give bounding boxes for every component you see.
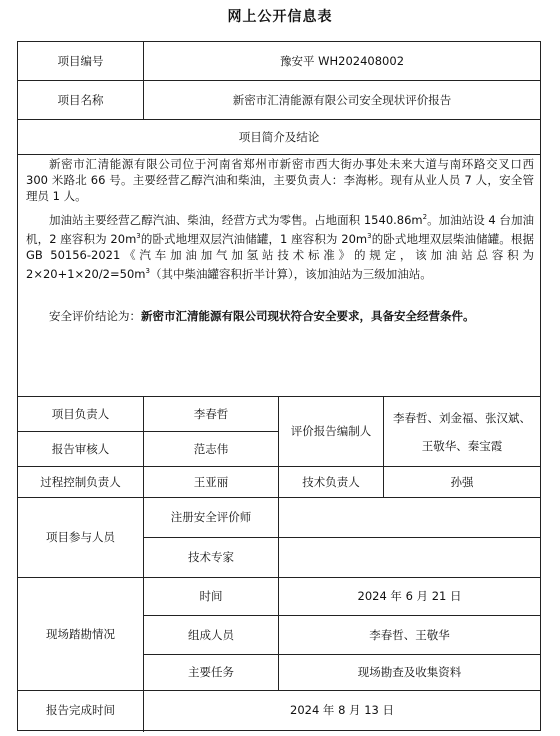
site-members-value: 李春哲、王敬华: [369, 627, 450, 642]
participants-label: 项目参与人员: [46, 530, 115, 545]
project-no-value: 豫安平 WH202408002: [279, 53, 405, 68]
compilers-line-2: 王敬华、秦宝霞: [421, 438, 503, 453]
site-members-label: 组成人员: [188, 627, 234, 642]
info-table: [17, 41, 541, 731]
project-no-label: 项目编号: [57, 53, 104, 68]
site-survey-label: 现场踏勘情况: [46, 626, 115, 641]
site-time-value: 2024 年 6 月 21 日: [357, 589, 462, 604]
site-task-value: 现场勘查及收集资料: [357, 665, 462, 680]
tech-leader-value: 孙强: [450, 474, 474, 489]
compilers-label: 评价报告编制人: [290, 424, 372, 439]
compilers-value: [384, 397, 540, 466]
project-name-label: 项目名称: [57, 92, 104, 107]
tech-experts-label: 技术专家: [188, 550, 234, 565]
completion-value: 2024 年 8 月 13 日: [290, 703, 394, 718]
summary-paragraph-2: 加油站主要经营乙醇汽油、柴油，经营方式为零售。占地面积 $1540.86m^2$。加油站设 4 台加油机，2 座容积为 $20m^3$的卧式地埋双层汽油储罐，1 座容积为 $20m^3$的卧式地埋双层柴油储罐。根据 GB 50156-2021《汽车加油加气加氢站技术标准》的规定，该加油站总容积为 $2\times 20+1\times 20/2=50m^3$（其中柴油罐容积折半计算），该加油站为三级加油站。: [26, 212, 535, 281]
registered-evaluator-value: [279, 498, 540, 537]
project-leader-value: 李春哲: [193, 406, 229, 421]
project-leader-label: 项目负责人: [51, 406, 110, 421]
summary-conclusion: 安全评价结论为：新密市汇清能源有限公司现状符合安全要求，具备安全经营条件。: [49, 309, 475, 323]
project-name-value: 新密市汇清能源有限公司安全现状评价报告: [232, 92, 452, 107]
site-time-label: 时间: [199, 589, 223, 604]
process-control-label: 过程控制负责人: [40, 474, 121, 489]
summary-paragraph-1: 新密市汇清能源有限公司位于河南省郑州市新密市西大街办事处未来大道与南环路交叉口西 300 米路北 66 号。主要经营乙醇汽油和柴油，主要负责人：李海彬。现有从业人员 7 人，安全管理员 1 人。: [26, 157, 534, 203]
registered-evaluator-label: 注册安全评价师: [170, 510, 252, 525]
tech-leader-label: 技术负责人: [302, 474, 360, 489]
compilers-line-1: 李春哲、刘金福、张汉斌、: [393, 410, 531, 425]
report-reviewer-label: 报告审核人: [51, 441, 110, 456]
site-task-label: 主要任务: [188, 665, 234, 680]
page-title: 网上公开信息表: [227, 9, 333, 25]
row-divider: [18, 154, 540, 155]
tech-experts-value: [279, 538, 540, 577]
summary-header: 项目简介及结论: [238, 129, 320, 144]
process-control-value: 王亚丽: [193, 474, 229, 489]
report-reviewer-value: 范志伟: [193, 441, 229, 456]
conclusion-text: 新密市汇清能源有限公司现状符合安全要求，具备安全经营条件。: [141, 309, 475, 323]
completion-label: 报告完成时间: [46, 703, 115, 718]
